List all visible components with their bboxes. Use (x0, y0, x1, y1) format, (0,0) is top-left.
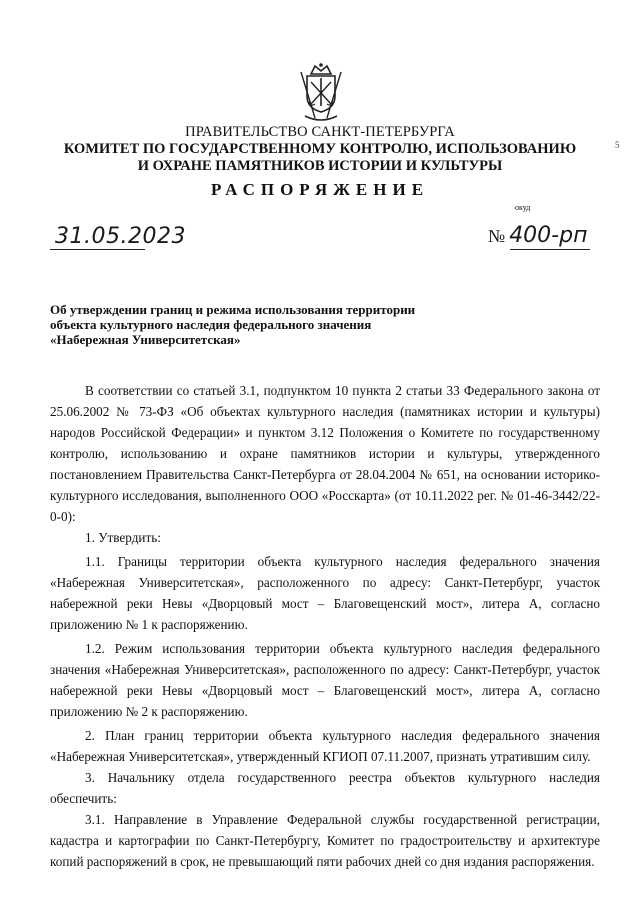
paragraph-3-1: 3.1. Направление в Управление Федеральной службы государственной регистрации, кадастра и картографии по Санкт-Петербургу, Комитет по градостроительству и архитектуре копий распоряжений в срок, не превышающий пяти рабочих дней со дня издания распоряжения. (50, 812, 600, 869)
document-number (488, 223, 587, 251)
number-value: 400-рп (509, 223, 588, 248)
document-subject (50, 302, 430, 347)
committee-title-line-2: И ОХРАНЕ ПАМЯТНИКОВ ИСТОРИИ И КУЛЬТУРЫ (137, 158, 503, 174)
paragraph-3: 3. Начальнику отдела государственного реестра объектов культурного наследия обеспечить: (50, 770, 600, 806)
okud-label: окуд (515, 203, 531, 212)
paragraph-1: 1. Утвердить: (85, 530, 161, 545)
paragraph-2: 2. План границ территории объекта культурного наследия федерального значения «Набережная Университетская», утвержденный КГИОП 07.11.2007, признать утратившим силу. (50, 728, 600, 764)
document-type: РАСПОРЯЖЕНИЕ (210, 180, 430, 199)
paragraph-1-2: 1.2. Режим использования территории объекта культурного наследия федерального значения «Набережная Университетская», расположенного по адресу: Санкт-Петербург, участок набережной реки Невы «Дворцовый мост – Благовещенский мост», литера А, согласно приложению № 2 к распоряжению. (50, 641, 600, 719)
document-date: 31.05.2023 (55, 224, 186, 249)
number-sign: № (488, 226, 506, 246)
government-title: ПРАВИТЕЛЬСТВО САНКТ-ПЕТЕРБУРГА (185, 124, 455, 140)
subject-line: «Набережная Университетская» (50, 332, 241, 347)
margin-mark: 5 (615, 140, 620, 150)
subject-line: Об утверждении границ и режима использования территории (50, 302, 416, 317)
preamble-paragraph: В соответствии со статьей 3.1, подпунктом 10 пункта 2 статьи 33 Федерального закона от 25.06.2002 № 73-ФЗ «Об объектах культурного наследия (памятниках истории и культуры) народов Российской Федерации» и пунктом 3.12 Положения о Комитете по государственному контролю, использованию и охране памятников истории и культуры, утвержденного постановлением Правительства Санкт-Петербурга от 28.04.2004 № 651, на основании историко-культурного исследования, выполненного ООО «Росскарта» (от 10.11.2022 рег. № 01-46-3442/22-0-0): (50, 383, 600, 524)
date-underline (50, 249, 145, 250)
document-body (50, 380, 600, 872)
coat-of-arms-emblem (295, 62, 347, 124)
subject-line: объекта культурного наследия федерального значения (50, 317, 372, 332)
number-underline (510, 249, 590, 250)
paragraph-1-1: 1.1. Границы территории объекта культурного наследия федерального значения «Набережная Университетская», расположенного по адресу: Санкт-Петербург, участок набережной реки Невы «Дворцовый мост – Благовещенский мост», литера А, согласно приложению № 1 к распоряжению. (50, 554, 600, 632)
committee-title-line-1: КОМИТЕТ ПО ГОСУДАРСТВЕННОМУ КОНТРОЛЮ, ИСПОЛЬЗОВАНИЮ (63, 141, 577, 157)
